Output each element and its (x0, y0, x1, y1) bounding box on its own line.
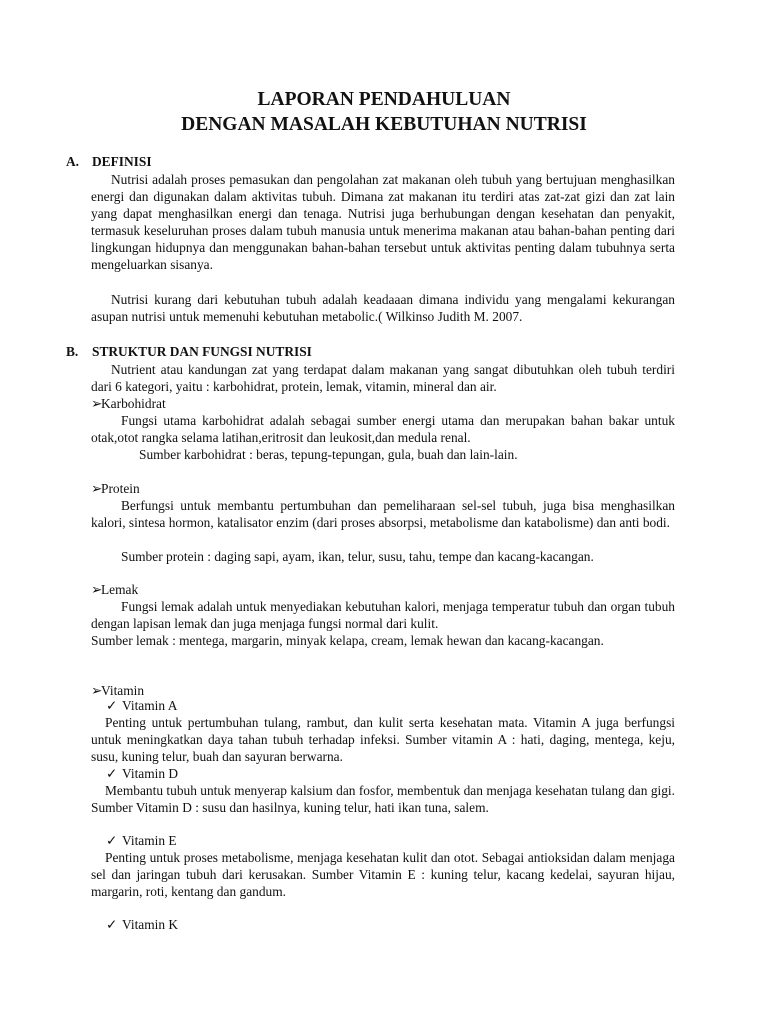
vitamin-d-label: Vitamin D (122, 766, 179, 781)
protein-label: Protein (101, 481, 140, 496)
protein-bullet (91, 480, 675, 497)
check-bullet-icon: ✓ (106, 833, 118, 848)
karbohidrat-source: Sumber karbohidrat : beras, tepung-tepungan, gula, buah dan lain-lain. (139, 447, 518, 462)
vitamin-e-item (91, 832, 690, 849)
document-title-line1: LAPORAN PENDAHULUAN (257, 89, 511, 110)
protein-desc: Berfungsi untuk membantu pertumbuhan dan pemeliharaan sel-sel tubuh, juga bisa menghasilkan kalori, sintesa hormon, katalisator enzim (dari proses absorpsi, metabolisme dan katabolisme) dan anti bodi. (91, 498, 675, 530)
section-b-title: STRUKTUR DAN FUNGSI NUTRISI (92, 344, 312, 359)
karbohidrat-bullet (91, 395, 675, 412)
check-bullet-icon: ✓ (106, 698, 118, 713)
nutrisi-intro-paragraph: Nutrient atau kandungan zat yang terdapat dalam makanan yang sangat dibutuhkan oleh tubuh terdiri dari 6 kategori, yaitu : karbohidrat, protein, lemak, vitamin, mineral dan air. (91, 362, 675, 394)
definisi-paragraph-2: Nutrisi kurang dari kebutuhan tubuh adalah keadaaan dimana individu yang mengalami kekurangan asupan nutrisi untuk memenuhi kebutuhan metabolic.( Wilkinso Judith M. 2007. (91, 292, 675, 324)
vitamin-e-label: Vitamin E (122, 833, 177, 848)
section-a-title: DEFINISI (92, 154, 152, 169)
lemak-desc: Fungsi lemak adalah untuk menyediakan kebutuhan kalori, menjaga temperatur tubuh dan organ tubuh dengan lapisan lemak dan juga menjaga fungsi normal dari kulit. (91, 599, 675, 631)
vitamin-d-desc: Membantu tubuh untuk menyerap kalsium dan fosfor, membentuk dan menjaga kesehatan tulang dan gigi. Sumber Vitamin D : susu dan hasilnya, kuning telur, hati ikan tuna, salem. (91, 783, 675, 815)
arrow-bullet-icon: ➢ (91, 683, 103, 698)
section-a-heading (66, 153, 650, 170)
vitamin-d-item (91, 765, 690, 782)
arrow-bullet-icon: ➢ (91, 481, 103, 496)
vitamin-k-label: Vitamin K (122, 917, 179, 932)
lemak-bullet (91, 581, 675, 598)
vitamin-k-item (91, 916, 690, 933)
document-title-line2: DENGAN MASALAH KEBUTUHAN NUTRISI (181, 114, 587, 135)
check-bullet-icon: ✓ (106, 766, 118, 781)
vitamin-label: Vitamin (101, 683, 145, 698)
karbohidrat-desc: Fungsi utama karbohidrat adalah sebagai sumber energi utama dan merupakan bahan bakar untuk otak,otot rangka selama latihan,eritrosit dan leukosit,dan medula renal. (91, 413, 675, 445)
section-b-heading (66, 343, 650, 360)
section-a-number: A. (66, 154, 80, 169)
lemak-label: Lemak (101, 582, 139, 597)
vitamin-a-label: Vitamin A (122, 698, 178, 713)
definisi-paragraph-1: Nutrisi adalah proses pemasukan dan pengolahan zat makanan oleh tubuh yang bertujuan menghasilkan energi dan digunakan dalam aktivitas tubuh. Dimana zat makanan itu terdiri atas zat-zat gizi dan zat lain yang dapat menghasilkan energi dan tenaga. Nutrisi juga berhubungan dengan kesehatan dan penyakit, termasuk keseluruhan proses dalam tubuh manusia untuk menerima makanan atau bahan-bahan penting dari lingkungan hidupnya dan menggunakan bahan-bahan tersebut untuk aktivitas penting dalam tubuhnya serta mengeluarkan sisanya. (91, 172, 675, 272)
karbohidrat-label: Karbohidrat (101, 396, 166, 411)
vitamin-a-item (91, 697, 690, 714)
arrow-bullet-icon: ➢ (91, 396, 103, 411)
protein-source: Sumber protein : daging sapi, ayam, ikan, telur, susu, tahu, tempe dan kacang-kacangan. (121, 549, 594, 564)
vitamin-a-desc: Penting untuk pertumbuhan tulang, rambut, dan kulit serta kesehatan mata. Vitamin A juga berfungsi untuk meningkatkan daya tahan tubuh terhadap infeksi. Sumber vitamin A : hati, daging, mentega, keju, susu, kuning telur, buah dan sayuran berwarna. (91, 715, 675, 764)
section-b-number: B. (66, 344, 79, 359)
check-bullet-icon: ✓ (106, 917, 118, 932)
lemak-source: Sumber lemak : mentega, margarin, minyak kelapa, cream, lemak hewan dan kacang-kacangan. (91, 633, 604, 648)
vitamin-e-desc: Penting untuk proses metabolisme, menjaga kesehatan kulit dan otot. Sebagai antioksidan dalam menjaga sel dan jaringan tubuh dari kerusakan. Sumber Vitamin E : kuning telur, kacang kedelai, sayuran hijau, margarin, roti, kentang dan gandum. (91, 850, 675, 899)
arrow-bullet-icon: ➢ (91, 582, 103, 597)
